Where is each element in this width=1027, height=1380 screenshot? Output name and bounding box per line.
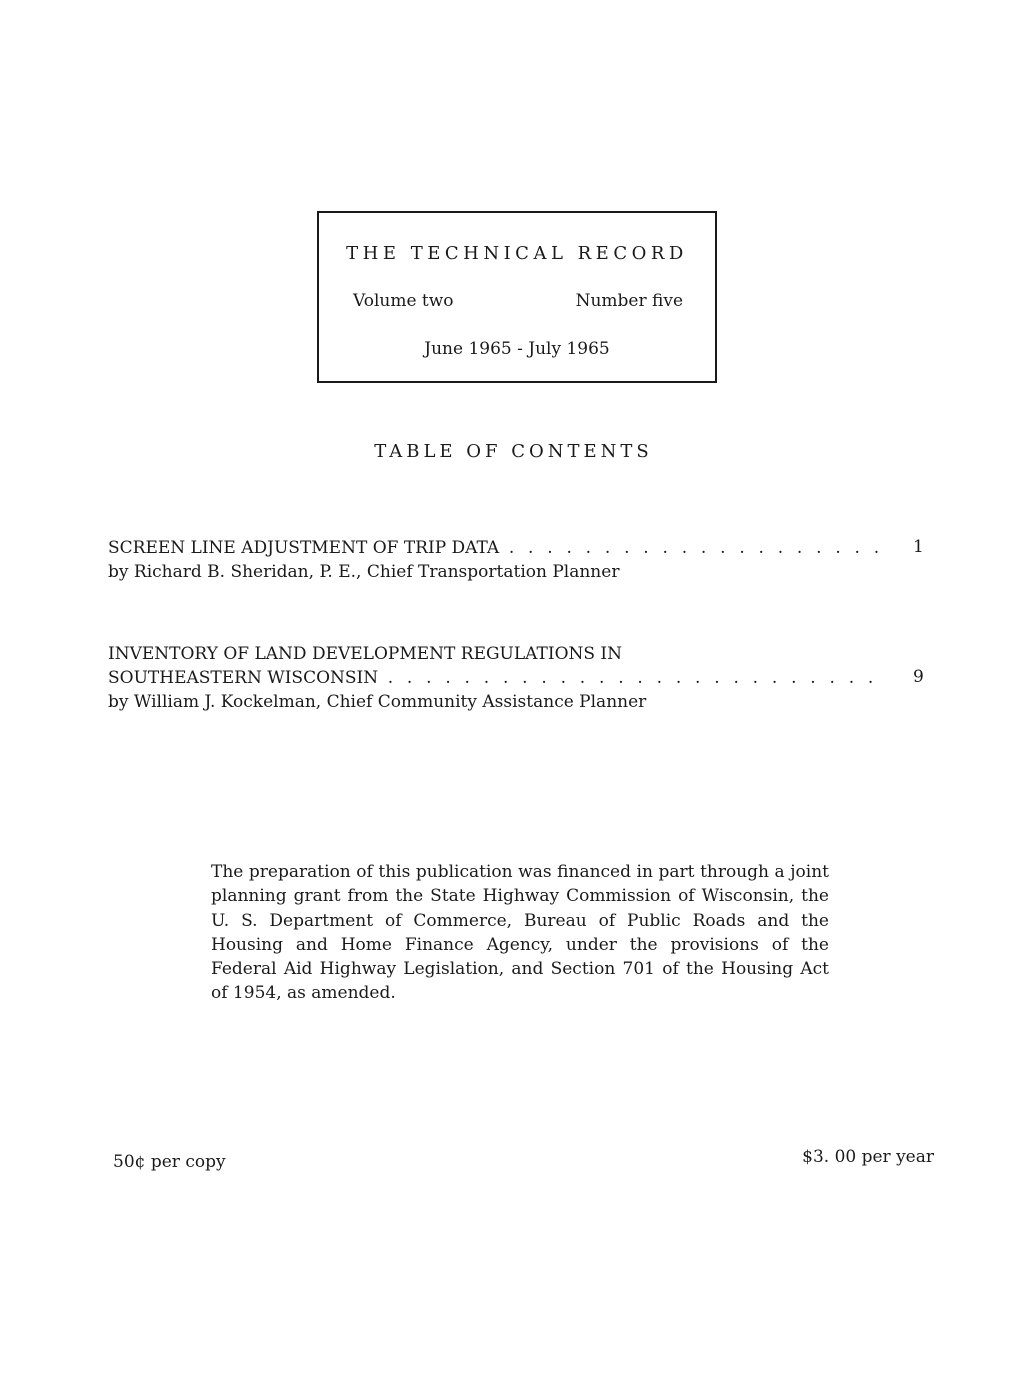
toc-entry-title <box>108 538 878 558</box>
issue-number-label: Number five <box>575 291 683 311</box>
funding-note-paragraph: The preparation of this publication was financed in part through a joint planning grant from the State Highway Commission of Wisconsin, the U. S. Department of Commerce, Bureau of Public Roads and the Housing and Home Finance Agency, under the provisions of the Federal Aid Highway Legislation, and Section 701 of the Housing Act of 1954, as amended. <box>211 862 829 1004</box>
toc-entry-title-text: INVENTORY OF LAND DEVELOPMENT REGULATIONS IN <box>108 644 623 664</box>
toc-entry-title-text: SCREEN LINE ADJUSTMENT OF TRIP DATA <box>108 538 500 558</box>
price-per-copy: 50¢ per copy <box>113 1152 226 1172</box>
masthead-box <box>317 211 717 383</box>
toc-entry-title-text: SOUTHEASTERN WISCONSIN <box>108 668 379 688</box>
issue-dates: June 1965 - July 1965 <box>424 339 610 359</box>
toc-entry-author: by Richard B. Sheridan, P. E., Chief Transportation Planner <box>108 562 620 582</box>
publication-title: THE TECHNICAL RECORD <box>346 243 688 264</box>
volume-label: Volume two <box>353 291 454 311</box>
price-per-year: $3. 00 per year <box>802 1147 934 1167</box>
toc-entry-page: 9 <box>913 667 924 687</box>
toc-entry-author: by William J. Kockelman, Chief Community Assistance Planner <box>108 692 647 712</box>
toc-entry-title <box>108 644 878 664</box>
toc-entry-page: 1 <box>913 537 924 557</box>
toc-entry-title-continued <box>108 668 878 688</box>
toc-heading: TABLE OF CONTENTS <box>374 441 653 462</box>
